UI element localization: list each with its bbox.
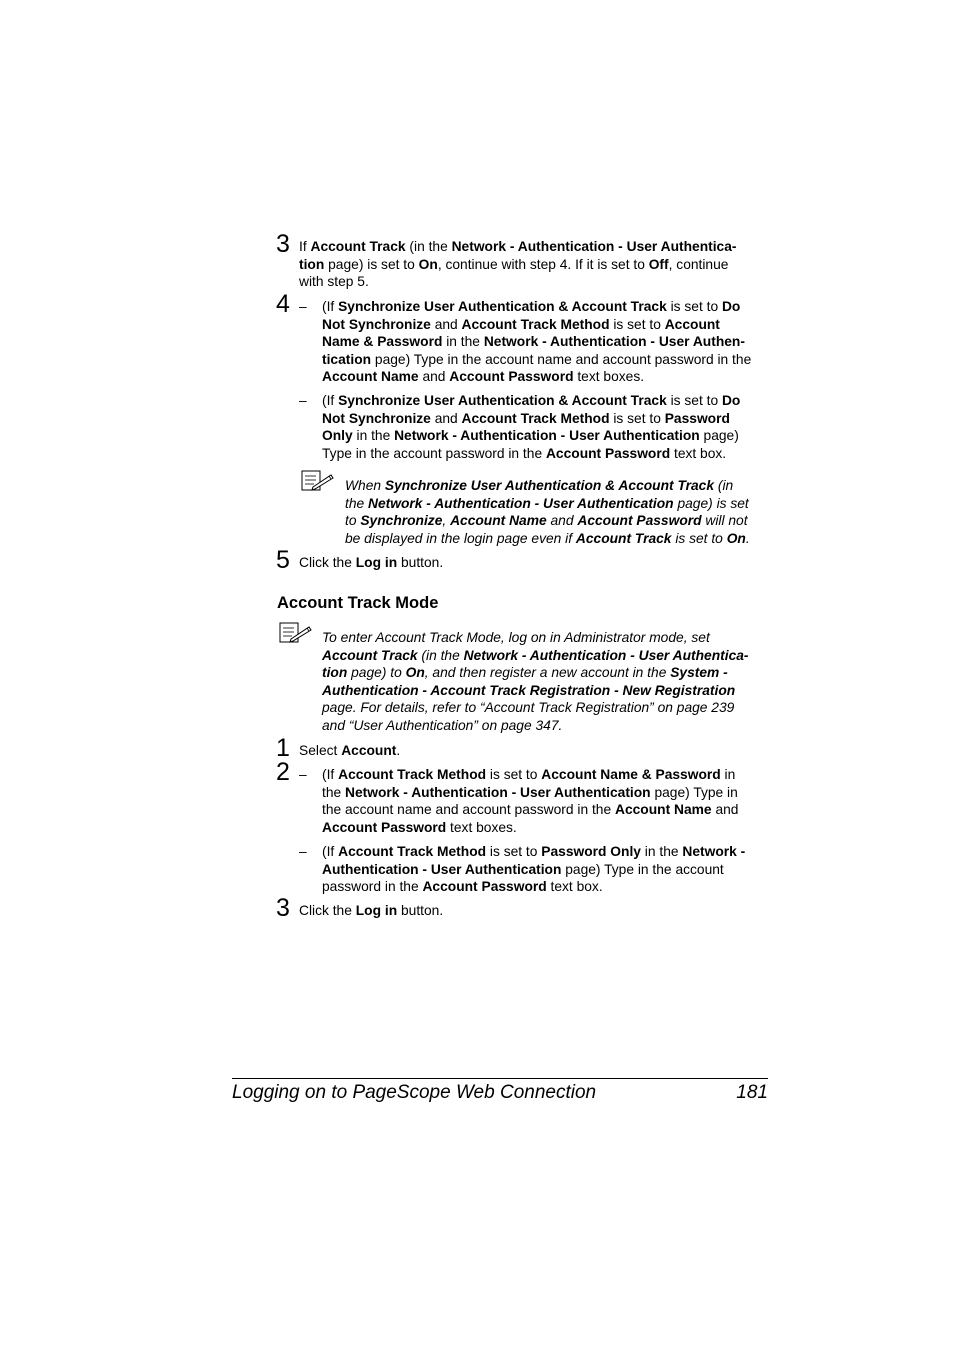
footer-title: Logging on to PageScope Web Connection [232, 1082, 597, 1103]
list-dash: – [299, 299, 307, 314]
list-dash: – [299, 393, 307, 408]
step-4-bullet-1: (If Synchronize User Authentication & Account Track is set to Do Not Synchronize and Account Track Method is set to Account Name & Password in the Network - Authentication - User Authen- tication page) Type in the account name and account password in the Account Name and Account Password text boxes. [322, 299, 752, 385]
list-dash: – [299, 767, 307, 782]
page-number: 181 [736, 1082, 768, 1103]
step-3-text: Click the Log in button. [299, 903, 444, 918]
list-dash: – [299, 844, 307, 859]
step-3-text: If Account Track (in the Network - Authentication - User Authentica- tion page) is set to On, continue with step 4. If it is set to Off, continue with step 5. [299, 239, 737, 290]
step-number: 3 [276, 230, 290, 258]
step-number: 1 [276, 734, 290, 762]
note-icon [279, 622, 313, 644]
step-2-bullet-2: (If Account Track Method is set to Password Only in the Network - Authentication - User Authentication page) Type in the account password in the Account Password text box. [322, 844, 746, 895]
step-number: 5 [276, 546, 290, 574]
step-number: 4 [276, 290, 290, 318]
step-1-text: Select Account. [299, 743, 401, 758]
step-number: 2 [276, 758, 290, 786]
note-text: When Synchronize User Authentication & Account Track (in the Network - Authentication - User Authentication page) is set to Synchronize, Account Name and Account Password will not be displayed in the login page even if Account Track is set to On. [345, 478, 750, 546]
note-text: To enter Account Track Mode, log on in Administrator mode, set Account Track (in the Network - Authentication - User Authentica- tion page) to On, and then register a new account in the System - Authentication - Account Track Registration - New Registration page. For details, refer to “Account Track Registration” on page 239 and “User Authentication” on page 347. [322, 630, 749, 733]
step-5-text: Click the Log in button. [299, 555, 444, 570]
footer-rule [232, 1078, 768, 1079]
step-4-bullet-2: (If Synchronize User Authentication & Account Track is set to Do Not Synchronize and Account Track Method is set to Password Only in the Network - Authentication - User Authentication page) Type in the account password in the Account Password text box. [322, 393, 741, 461]
step-number: 3 [276, 894, 290, 922]
section-heading: Account Track Mode [277, 594, 439, 612]
note-icon [301, 470, 335, 492]
step-2-bullet-1: (If Account Track Method is set to Account Name & Password in the Network - Authentication - User Authentication page) Type in the account name and account password in the Account Name and Account Password text boxes. [322, 767, 739, 835]
